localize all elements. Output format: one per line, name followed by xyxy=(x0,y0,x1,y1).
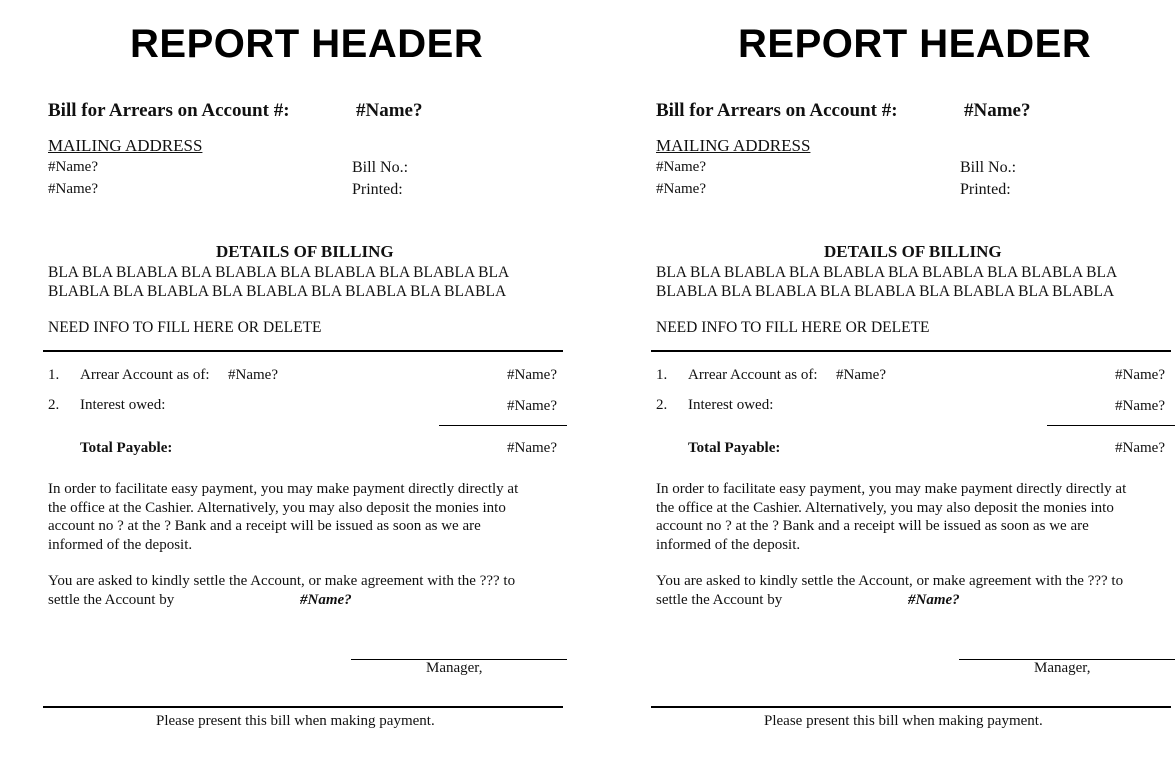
bill-no-label: Bill No.: xyxy=(960,159,1017,176)
signature-label: Manager, xyxy=(1034,660,1091,676)
payment-instructions xyxy=(656,480,1126,554)
details-line-2: BLABLA BLA BLABLA BLA BLABLA BLA BLABLA BLA BLABLA xyxy=(656,283,1115,300)
item-label: Interest owed: xyxy=(688,397,774,413)
total-payable-amount: #Name? xyxy=(507,440,557,456)
divider-top xyxy=(43,350,563,352)
report-title: REPORT HEADER xyxy=(130,22,484,66)
details-title: DETAILS OF BILLING xyxy=(824,242,1002,261)
address-line-2: #Name? xyxy=(48,181,98,197)
total-payable-amount: #Name? xyxy=(1115,440,1165,456)
item-number: 2. xyxy=(656,397,668,413)
details-line-1: BLA BLA BLABLA BLA BLABLA BLA BLABLA BLA BLABLA BLA xyxy=(656,264,1118,281)
settle-date: #Name? xyxy=(908,591,960,608)
need-info-note: NEED INFO TO FILL HERE OR DELETE xyxy=(656,319,930,336)
item-label: Arrear Account as of: xyxy=(688,367,818,383)
paragraph-line: the office at the Cashier. Alternatively, you may also deposit the monies into xyxy=(48,499,506,516)
paragraph-line: In order to facilitate easy payment, you may make payment directly directly at xyxy=(48,481,519,497)
paragraph-line: the office at the Cashier. Alternatively, you may also deposit the monies into xyxy=(656,499,1114,516)
address-line-2: #Name? xyxy=(656,181,706,197)
paragraph-line: You are asked to kindly settle the Account, or make agreement with the ??? to xyxy=(656,573,1124,589)
item-label: Arrear Account as of: xyxy=(80,367,210,383)
settle-date: #Name? xyxy=(300,591,352,608)
paragraph-line: In order to facilitate easy payment, you may make payment directly directly at xyxy=(656,481,1127,497)
item-number: 1. xyxy=(48,367,60,383)
paragraph-line: You are asked to kindly settle the Account, or make agreement with the ??? to xyxy=(48,573,516,589)
total-payable-label: Total Payable: xyxy=(688,440,781,456)
details-line-1: BLA BLA BLABLA BLA BLABLA BLA BLABLA BLA BLABLA BLA xyxy=(48,264,510,281)
divider-top xyxy=(651,350,1171,352)
bill-no-label: Bill No.: xyxy=(352,159,409,176)
address-line-1: #Name? xyxy=(48,159,98,175)
account-value: #Name? xyxy=(964,100,1031,121)
divider-bottom xyxy=(43,706,563,708)
paragraph-line: account no ? at the ? Bank and a receipt will be issued as soon as we are xyxy=(656,518,1089,534)
need-info-note: NEED INFO TO FILL HERE OR DELETE xyxy=(48,319,322,336)
details-line-2: BLABLA BLA BLABLA BLA BLABLA BLA BLABLA BLA BLABLA xyxy=(48,283,507,300)
bill-for-label: Bill for Arrears on Account #: xyxy=(48,100,290,121)
settle-request xyxy=(48,572,515,609)
mailing-address-label: MAILING ADDRESS xyxy=(48,136,203,155)
address-line-1: #Name? xyxy=(656,159,706,175)
item-amount: #Name? xyxy=(1115,367,1165,383)
printed-label: Printed: xyxy=(960,181,1011,198)
account-value: #Name? xyxy=(356,100,423,121)
item-label: Interest owed: xyxy=(80,397,166,413)
bill-for-label: Bill for Arrears on Account #: xyxy=(656,100,898,121)
details-title: DETAILS OF BILLING xyxy=(216,242,394,261)
item-date-value: #Name? xyxy=(836,367,886,383)
divider-bottom xyxy=(651,706,1171,708)
item-amount: #Name? xyxy=(507,398,557,414)
printed-label: Printed: xyxy=(352,181,403,198)
settle-by-label: settle the Account by xyxy=(656,591,783,608)
mailing-address-label: MAILING ADDRESS xyxy=(656,136,811,155)
subtotal-line xyxy=(1047,425,1175,426)
settle-request xyxy=(656,572,1123,609)
total-payable-label: Total Payable: xyxy=(80,440,173,456)
settle-line xyxy=(48,591,515,610)
item-amount: #Name? xyxy=(507,367,557,383)
settle-line xyxy=(656,591,1123,610)
item-date-value: #Name? xyxy=(228,367,278,383)
item-amount: #Name? xyxy=(1115,398,1165,414)
subtotal-line xyxy=(439,425,567,426)
paragraph-line: informed of the deposit. xyxy=(48,536,193,553)
report-page-right xyxy=(608,0,1165,769)
item-number: 2. xyxy=(48,397,60,413)
footer-note: Please present this bill when making payment. xyxy=(156,713,435,729)
paragraph-line: informed of the deposit. xyxy=(656,536,801,553)
footer-note: Please present this bill when making payment. xyxy=(764,713,1043,729)
paragraph-line: account no ? at the ? Bank and a receipt will be issued as soon as we are xyxy=(48,518,481,534)
report-title: REPORT HEADER xyxy=(738,22,1092,66)
settle-by-label: settle the Account by xyxy=(48,591,175,608)
signature-label: Manager, xyxy=(426,660,483,676)
payment-instructions xyxy=(48,480,518,554)
item-number: 1. xyxy=(656,367,668,383)
